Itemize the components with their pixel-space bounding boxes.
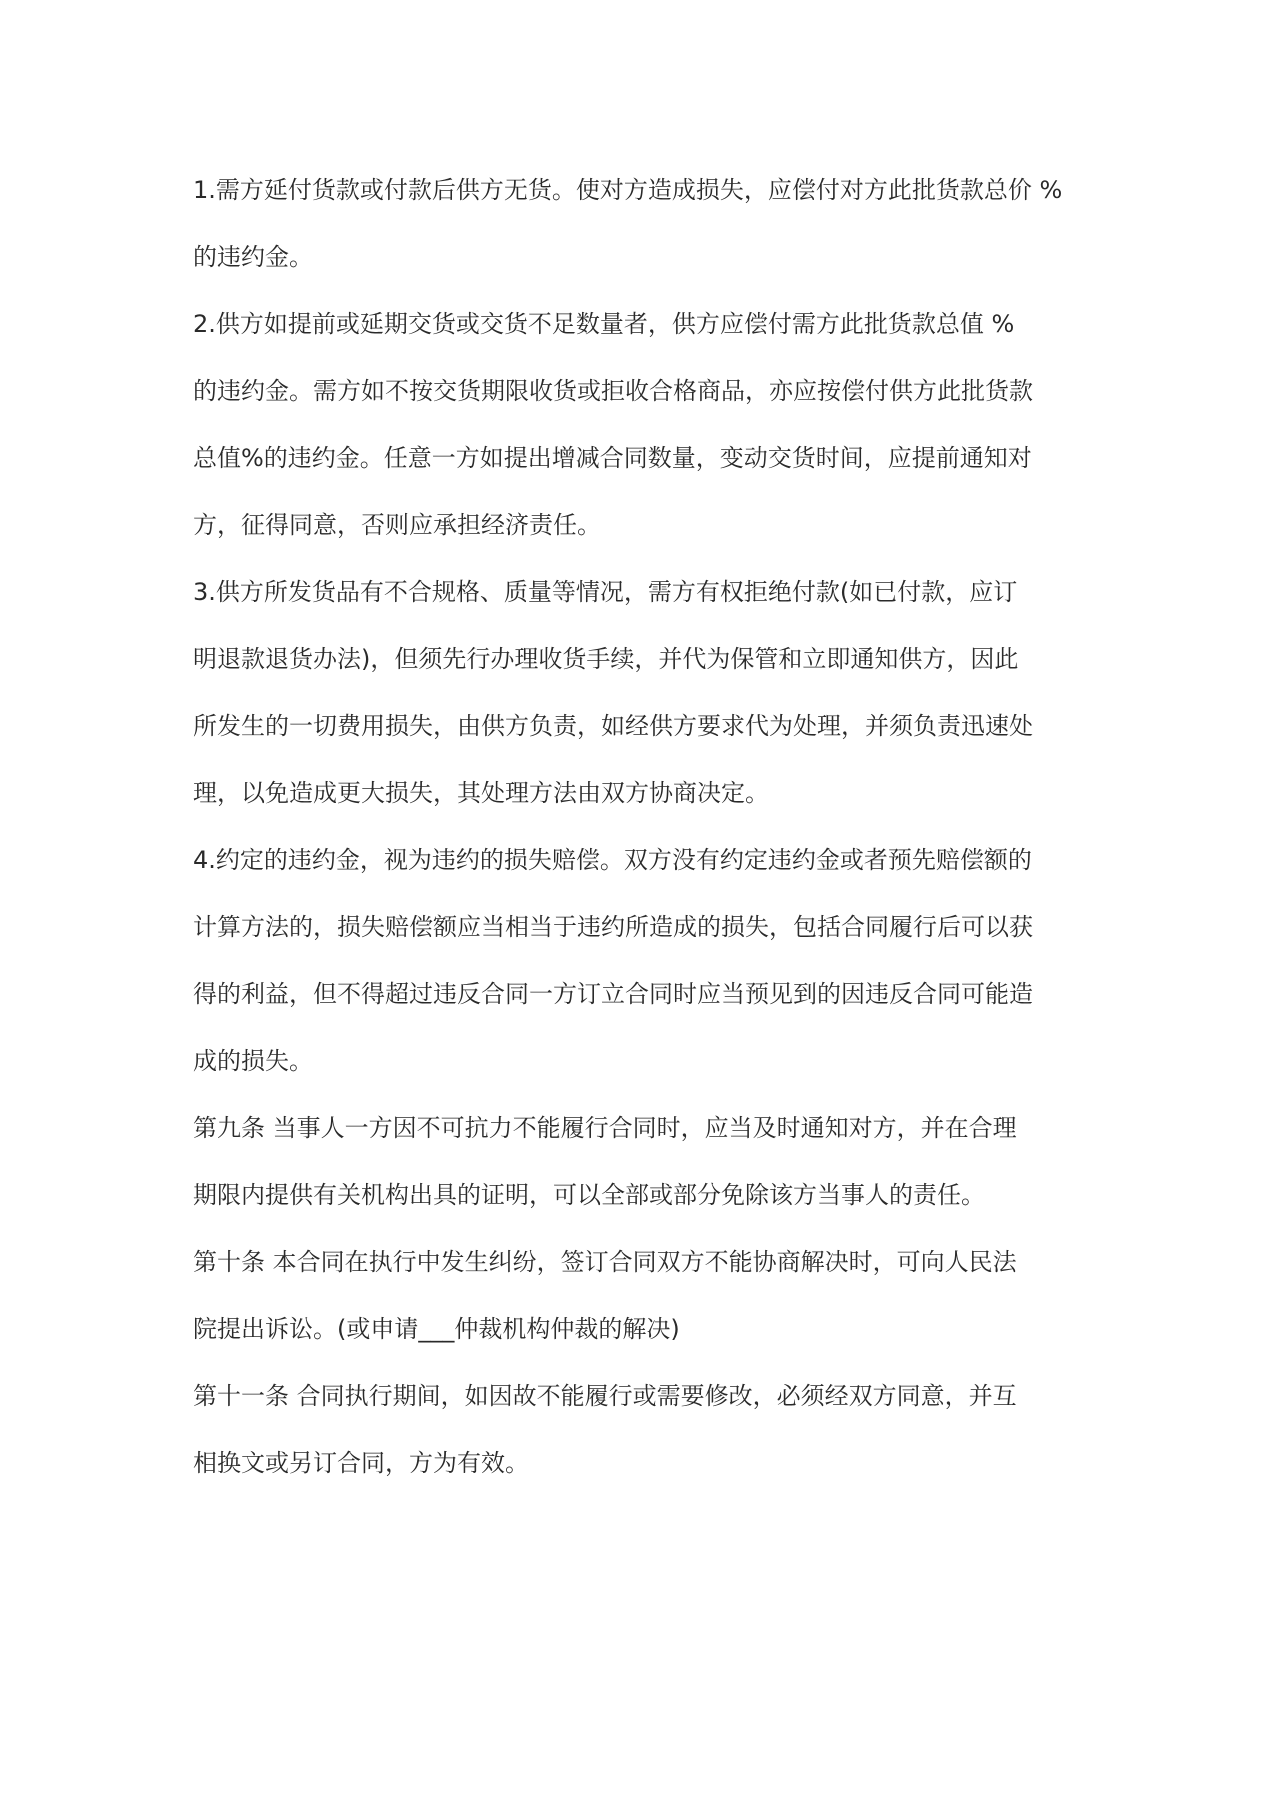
text-line: 明退款退货办法)，但须先行办理收货手续，并代为保管和立即通知供方，因此 — [193, 645, 1019, 673]
text-line: 第九条 当事人一方因不可抗力不能履行合同时，应当及时通知对方，并在合理 — [193, 1114, 1017, 1142]
text-line: 4.约定的违约金，视为违约的损失赔偿。双方没有约定违约金或者预先赔偿额的 — [193, 846, 1032, 874]
text-line: 方，征得同意，否则应承担经济责任。 — [193, 511, 601, 539]
clause-2-paragraph — [193, 291, 1093, 559]
article-9-paragraph — [193, 1095, 1093, 1229]
clause-4-paragraph — [193, 827, 1093, 1095]
clause-1-paragraph — [193, 157, 1093, 291]
text-line: 相换文或另订合同，方为有效。 — [193, 1449, 529, 1477]
text-line: 1.需方延付货款或付款后供方无货。使对方造成损失，应偿付对方此批货款总价 % — [193, 176, 1063, 204]
text-line: 理，以免造成更大损失，其处理方法由双方协商决定。 — [193, 779, 769, 807]
text-line: 的违约金。 — [193, 243, 313, 271]
text-line: 院提出诉讼。(或申请___仲裁机构仲裁的解决) — [193, 1315, 680, 1343]
document-body — [193, 157, 1093, 1497]
text-line: 第十条 本合同在执行中发生纠纷，签订合同双方不能协商解决时，可向人民法 — [193, 1248, 1017, 1276]
text-line: 计算方法的，损失赔偿额应当相当于违约所造成的损失，包括合同履行后可以获 — [193, 913, 1033, 941]
text-line: 期限内提供有关机构出具的证明，可以全部或部分免除该方当事人的责任。 — [193, 1181, 985, 1209]
text-line: 所发生的一切费用损失，由供方负责，如经供方要求代为处理，并须负责迅速处 — [193, 712, 1033, 740]
clause-3-paragraph — [193, 559, 1093, 827]
text-line: 总值%的违约金。任意一方如提出增减合同数量，变动交货时间，应提前通知对 — [193, 444, 1032, 472]
text-line: 第十一条 合同执行期间，如因故不能履行或需要修改，必须经双方同意，并互 — [193, 1382, 1017, 1410]
article-11-paragraph — [193, 1363, 1093, 1497]
text-line: 3.供方所发货品有不合规格、质量等情况，需方有权拒绝付款(如已付款，应订 — [193, 578, 1018, 606]
text-line: 得的利益，但不得超过违反合同一方订立合同时应当预见到的因违反合同可能造 — [193, 980, 1033, 1008]
text-line: 2.供方如提前或延期交货或交货不足数量者，供方应偿付需方此批货款总值 % — [193, 310, 1015, 338]
text-line: 成的损失。 — [193, 1047, 313, 1075]
article-10-paragraph — [193, 1229, 1093, 1363]
text-line: 的违约金。需方如不按交货期限收货或拒收合格商品，亦应按偿付供方此批货款 — [193, 377, 1033, 405]
